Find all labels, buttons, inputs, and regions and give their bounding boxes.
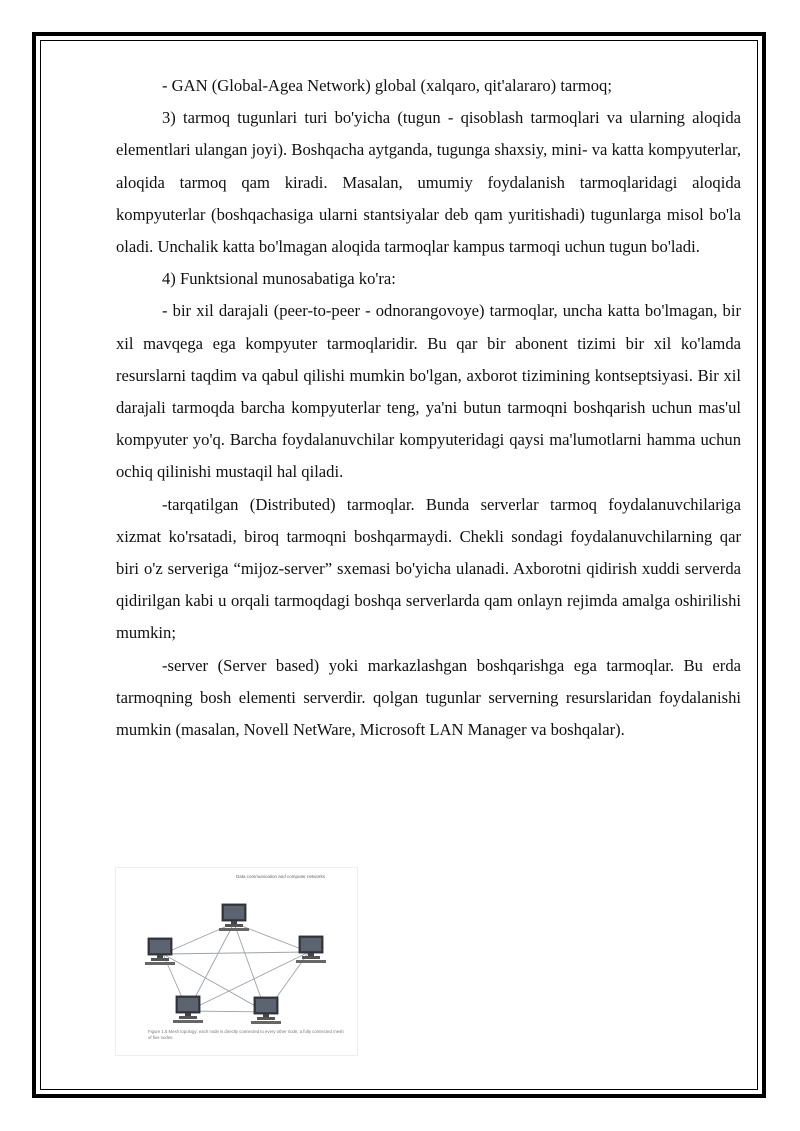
mesh-network-figure — [116, 868, 357, 1055]
mesh-diagram — [116, 868, 357, 1055]
desktop-computer-icon — [145, 938, 175, 965]
paragraph-distributed: -tarqatilgan (Distributed) tarmoqlar. Bunda serverlar tarmoq foydalanuvchilariga xizmat ko'rsatadi, biroq tarmoqni boshqarmaydi. Chekli sondagi foydalanuvchilarning qar biri o'z serveriga “mijoz-server” sxemasi bo'yicha ulanadi. Axborotni qidirish xuddi serverda qidirilgan kabi u orqali tarmoqdagi boshqa serverlarda qam onlayn rejimda amalga oshirilishi mumkin; — [116, 494, 741, 643]
paragraph-peer-to-peer: - bir xil darajali (peer-to-peer - odnorangovoye) tarmoqlar, uncha katta bo'lmagan, bir xil mavqega ega kompyuter tarmoqlaridir. Bu qar bir abonent tizimi bir xil ko'lamda resurslarni taqdim va qabul qilishi mumkin bo'lgan, axborot tizimining kontseptsiyasi. Bir xil darajali tarmoqda barcha kompyuterlar teng, ya'ni butun tarmoqni boshqarish uchun mas'ul kompyuter yo'q. Barcha foydalanuvchilar kompyuteridagi qaysi ma'lumotlarni hamma uchun ochiq qilinishi mustaqil hal qiladi. — [116, 301, 741, 482]
desktop-computer-icon — [296, 936, 326, 963]
paragraph-server-based: -server (Server based) yoki markazlashgan boshqarishga ega tarmoqlar. Bu erda tarmoqning bosh elementi serverdir. qolgan tugunlar serverning resurslaridan foydalanishi mumkin (masalan, Novell NetWare, Microsoft LAN Manager va boshqalar). — [116, 655, 741, 740]
figure-caption-top: Data communication and computer networks — [236, 874, 326, 879]
desktop-computer-icon — [173, 996, 203, 1023]
document-body — [116, 70, 741, 746]
paragraph-functional: 4) Funktsional munosabatiga ko'ra: — [162, 269, 396, 289]
desktop-computer-icon — [251, 997, 281, 1024]
figure-caption-bottom: Figure 1.5 Mesh topology: each node is directly connected to every other node; a fully connected mesh of five nodes. — [148, 1029, 344, 1040]
paragraph-node-type: 3) tarmoq tugunlari turi bo'yicha (tugun - qisoblash tarmoqlari va ularning aloqida elementlari ulangan joyi). Boshqacha aytganda, tugunga shaxsiy, mini- va katta kompyuterlar, aloqida tarmoq qam kiradi. Masalan, umumiy foydalanish tarmoqlaridagi aloqida kompyuterlar (boshqachasiga ularni stantsiyalar deb qam yuritishadi) tugunlarga misol bo'la oladi. Unchalik katta bo'lmagan aloqida tarmoqlar kampus tarmoqi uchun tugun bo'ladi. — [116, 108, 741, 257]
paragraph-gan: - GAN (Global-Agea Network) global (xalqaro, qit'alararo) tarmoq; — [162, 76, 612, 95]
